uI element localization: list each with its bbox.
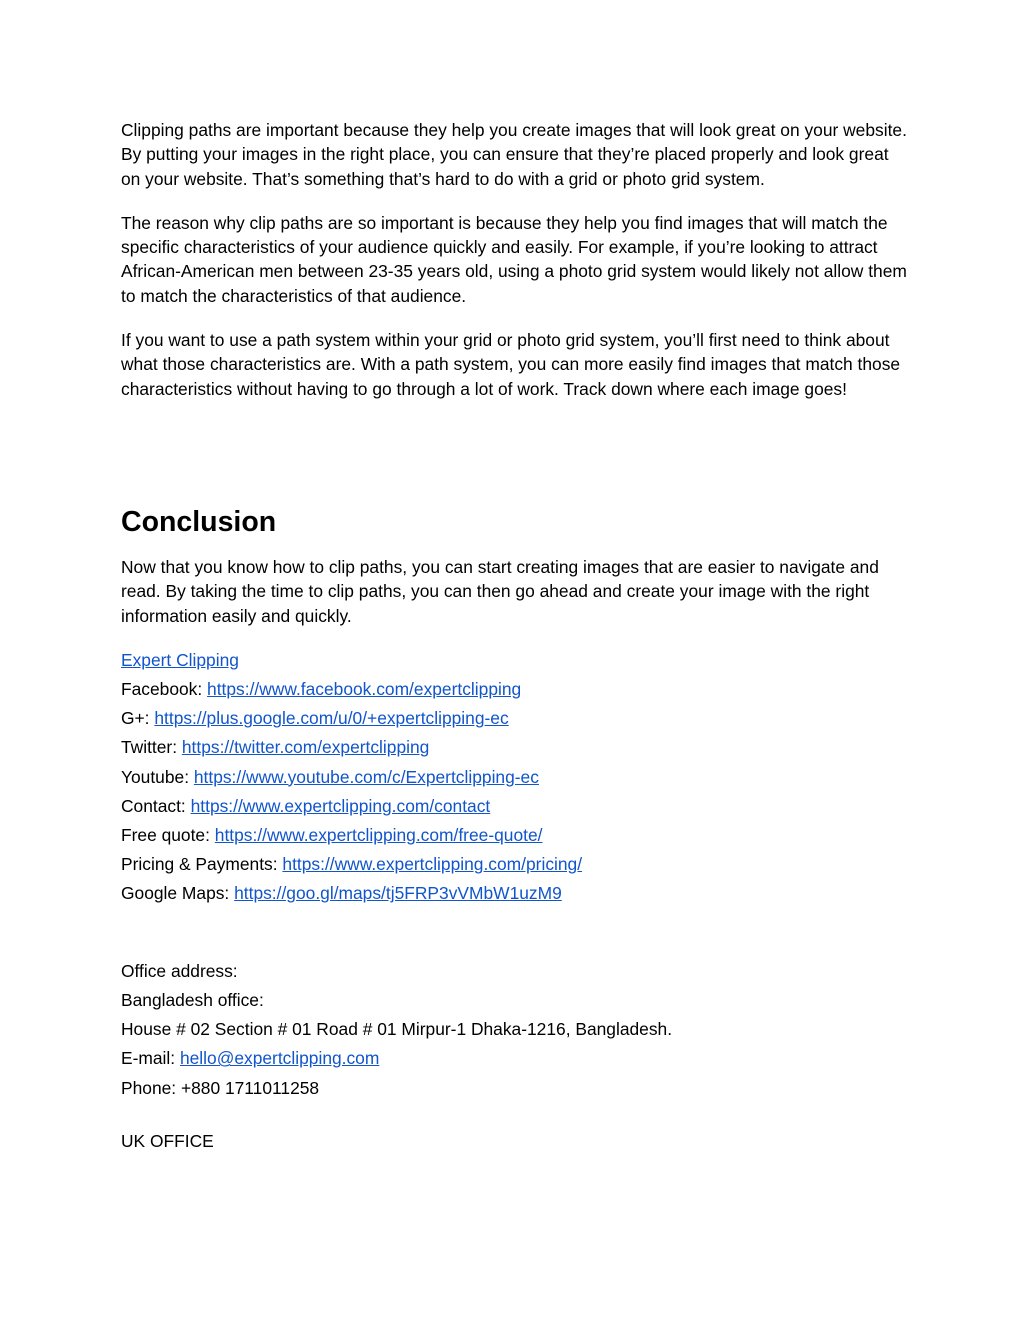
free-quote-line <box>121 821 911 850</box>
facebook-line <box>121 675 911 704</box>
twitter-label: Twitter: <box>121 737 182 758</box>
google-maps-link[interactable]: https://goo.gl/maps/tj5FRP3vVMbW1uzM9 <box>234 883 562 904</box>
conclusion-heading: Conclusion <box>121 505 277 538</box>
facebook-label: Facebook: <box>121 679 208 700</box>
office-address-title: Office address: <box>121 960 238 981</box>
paragraph-1: Clipping paths are important because they help you create images that will look great on your website. By putting your images in the right place, you can ensure that they’re placed properly and look great on your website. That’s something that’s hard to do with a grid or photo grid system. <box>121 120 907 189</box>
paragraph-3: If you want to use a path system within your grid or photo grid system, you’ll first need to think about what those characteristics are. With a path system, you can more easily find images that match those characteristics without having to go through a lot of work. Track down where each image goes! <box>121 330 901 399</box>
youtube-label: Youtube: <box>121 766 194 787</box>
paragraph-2: The reason why clip paths are so important is because they help you find images that will match the specific characteristics of your audience quickly and easily. For example, if you’re looking to attract African-American men between 23-35 years old, using a photo grid system would likely not allow them to match the characteristics of that audience. <box>121 212 907 306</box>
facebook-link[interactable]: https://www.facebook.com/expertclipping <box>207 679 522 700</box>
email-label: E-mail: <box>121 1048 180 1069</box>
google-maps-label: Google Maps: <box>121 883 235 904</box>
expert-clipping-link[interactable]: Expert Clipping <box>121 649 239 670</box>
conclusion-paragraph: Now that you know how to clip paths, you can start creating images that are easier to navigate and read. By taking the time to clip paths, you can then go ahead and create your image with the right information easily and quickly. <box>121 556 879 626</box>
twitter-link[interactable]: https://twitter.com/expertclipping <box>181 737 430 758</box>
brand-line <box>121 646 911 675</box>
document-page <box>121 118 911 1156</box>
gplus-label: G+: <box>121 708 155 729</box>
office-street-address: House # 02 Section # 01 Road # 01 Mirpur-1 Dhaka-1216, Bangladesh. <box>121 1019 673 1040</box>
free-quote-link[interactable]: https://www.expertclipping.com/free-quote/ <box>214 825 543 846</box>
section-spacer <box>121 421 911 505</box>
youtube-link[interactable]: https://www.youtube.com/c/Expertclipping-ec <box>193 766 539 787</box>
google-maps-line <box>121 879 911 908</box>
email-line <box>121 1044 911 1073</box>
twitter-line <box>121 733 911 762</box>
contact-link[interactable]: https://www.expertclipping.com/contact <box>190 795 491 816</box>
phone-line: Phone: +880 1711011258 <box>121 1077 320 1098</box>
gplus-link[interactable]: https://plus.google.com/u/0/+expertclipping-ec <box>154 708 509 729</box>
contact-line <box>121 792 911 821</box>
gplus-line <box>121 704 911 733</box>
youtube-line <box>121 763 911 792</box>
pricing-line <box>121 850 911 879</box>
pricing-link[interactable]: https://www.expertclipping.com/pricing/ <box>282 854 583 875</box>
bangladesh-office-label: Bangladesh office: <box>121 989 264 1010</box>
contact-label: Contact: <box>121 795 191 816</box>
free-quote-label: Free quote: <box>121 825 215 846</box>
uk-office-label: UK OFFICE <box>121 1130 214 1151</box>
email-link[interactable]: hello@expertclipping.com <box>179 1048 380 1069</box>
pricing-label: Pricing & Payments: <box>121 854 283 875</box>
